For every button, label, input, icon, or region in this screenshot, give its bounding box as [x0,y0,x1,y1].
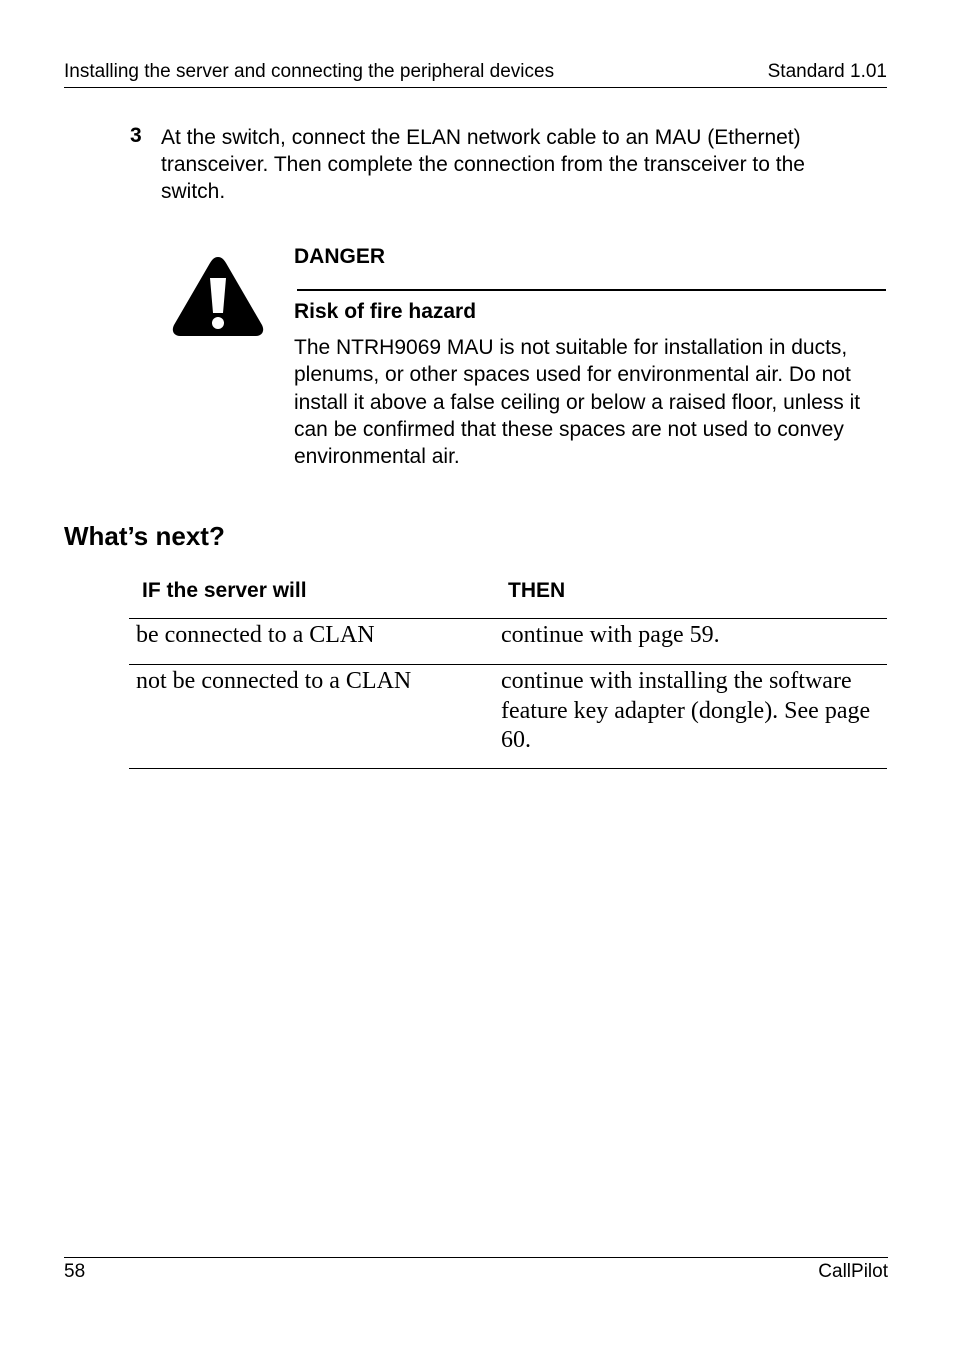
danger-title: Risk of fire hazard [294,300,477,323]
danger-label: DANGER [294,245,386,268]
step-text: At the switch, connect the ELAN network cable to an MAU (Ethernet) transceiver. Then complete the connection from the transceiver to the switch. [161,126,805,203]
running-header-title: Installing the server and connecting the peripheral devices [64,61,555,82]
page-number: 58 [64,1261,86,1282]
danger-divider [297,289,886,291]
step-number: 3 [130,124,142,147]
footer-divider [64,1257,888,1258]
table-cell-condition: be connected to a CLAN [136,622,375,648]
running-header-version: Standard 1.01 [767,61,887,82]
table-rule-bottom [129,768,887,769]
table-rule-top [129,618,887,619]
warning-triangle-icon [170,253,266,339]
danger-text: The NTRH9069 MAU is not suitable for installation in ducts, plenums, or other spaces used for environmental air. Do not install it above a false ceiling or below a raised floor, unless it can be confirmed that these spaces are not used to convey environmental air. [294,336,861,469]
table-header-then: THEN [508,579,566,602]
table-header-if: IF the server will [142,579,307,602]
header-divider [64,87,887,88]
table-cell-action: continue with page 59. [501,622,720,648]
footer-product: CallPilot [818,1261,888,1282]
table-row-divider [129,664,887,665]
table-cell-action: continue with installing the software feature key adapter (dongle). See page 60. [501,668,871,753]
table-cell-condition: not be connected to a CLAN [136,668,412,694]
section-heading: What’s next? [64,521,225,551]
